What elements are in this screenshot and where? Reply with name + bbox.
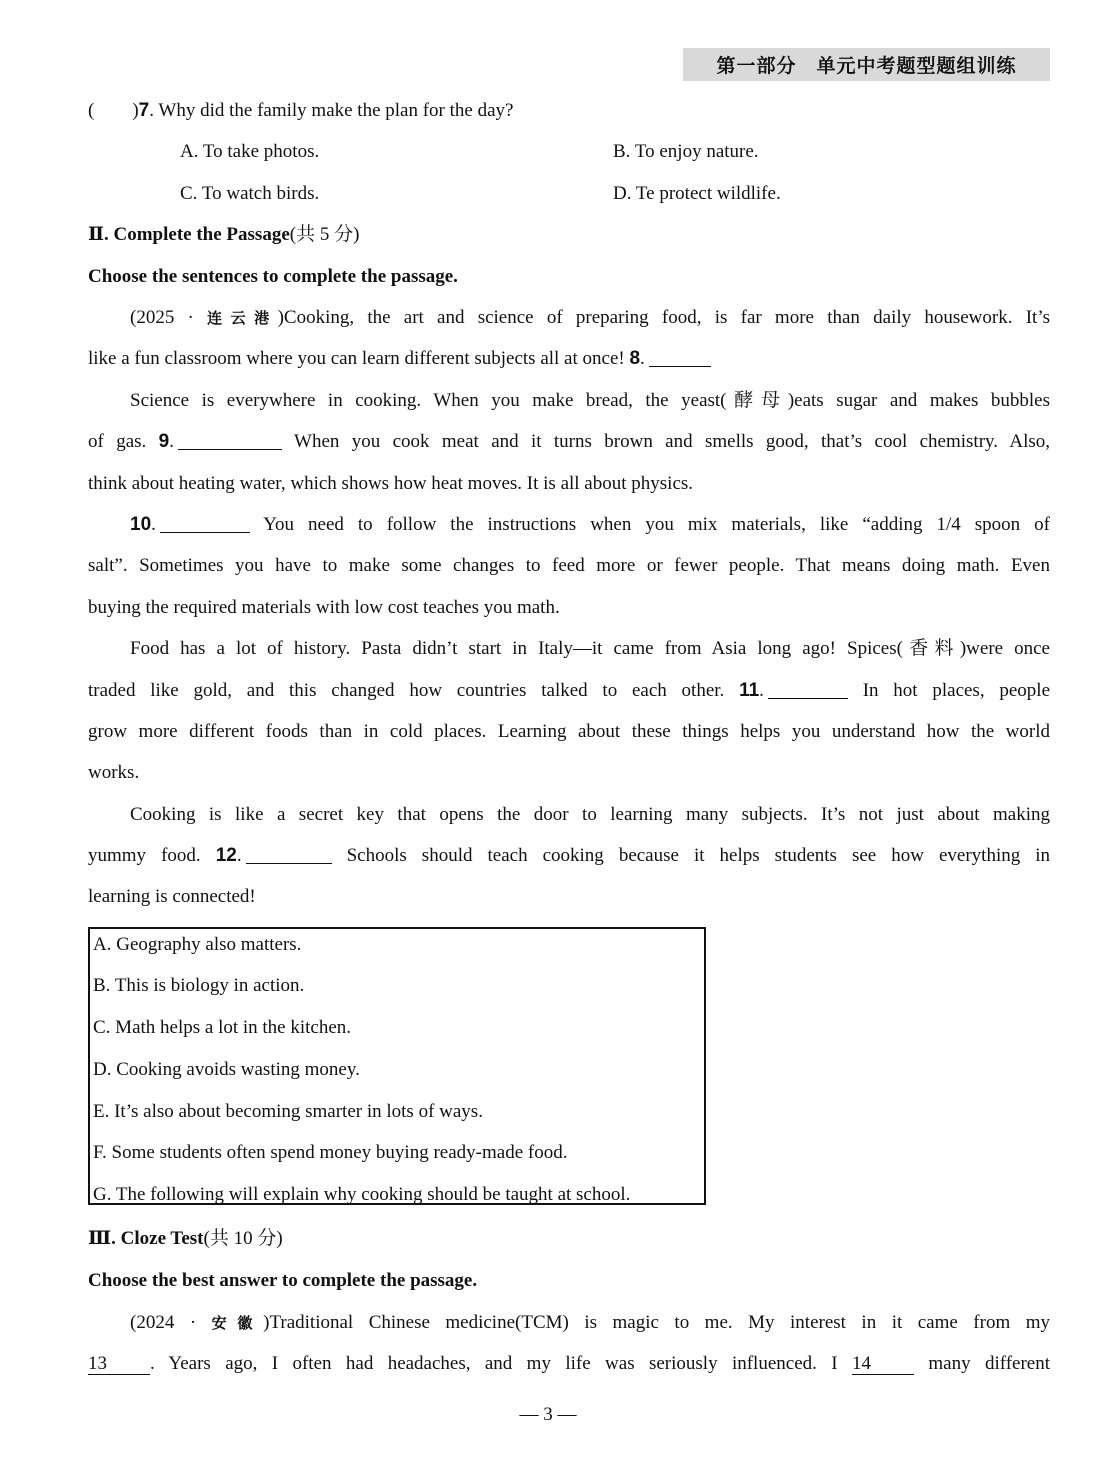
section-2-instruction: Choose the sentences to complete the passage. — [88, 266, 458, 287]
blank-number: 9 — [158, 431, 170, 452]
passage-line: grow more different foods than in cold places. Learning about these things helps you understand how the world — [88, 721, 1050, 742]
passage-line: of gas. 9. When you cook meat and it turns brown and smells good, that’s cool chemistry. Also, — [88, 431, 1051, 452]
passage-line: (2025 · 连云港)Cooking, the art and science of preparing food, is far more than daily housework. It’s — [130, 307, 1050, 328]
section-2-title — [88, 223, 1050, 247]
section-title: Ⅱ. Complete the Passage — [88, 224, 290, 245]
page-number: — 3 — — [519, 1404, 577, 1425]
question-text: . Why did the family make the plan for the day? — [149, 100, 514, 121]
blank-number: 11 — [739, 680, 760, 701]
choice-e: E. It’s also about becoming smarter in lots of ways. — [93, 1101, 483, 1122]
passage-line: (2024 · 安徽)Traditional Chinese medicine(TCM) is magic to me. My interest in it came from my — [130, 1312, 1051, 1333]
passage-line: Science is everywhere in cooking. When you make bread, the yeast(酵母)eats sugar and makes bubbles — [130, 390, 1050, 411]
choice-b: B. This is biology in action. — [93, 975, 305, 996]
section-score: (共 5 分) — [289, 224, 360, 245]
choice-f: F. Some students often spend money buying ready-made food. — [93, 1142, 568, 1163]
blank-number: 12 — [215, 845, 237, 866]
choice-d: D. Cooking avoids wasting money. — [93, 1059, 360, 1080]
choice-c: C. Math helps a lot in the kitchen. — [93, 1017, 352, 1038]
cloze-blank: 13 — [88, 1354, 150, 1375]
section-header: 第一部分 单元中考题型题组训练 — [683, 48, 1050, 81]
cloze-blank: 14 — [852, 1354, 914, 1375]
section-3-instruction: Choose the best answer to complete the passage. — [88, 1270, 478, 1291]
option-a: A. To take photos. — [180, 141, 320, 162]
passage-line: 10. You need to follow the instructions when you mix materials, like “adding 1/4 spoon of — [130, 514, 1050, 535]
answer-blank — [649, 348, 711, 367]
passage-line: think about heating water, which shows how heat moves. It is all about physics. — [88, 473, 694, 494]
section-3-title — [88, 1227, 1050, 1251]
passage-line: salt”. Sometimes you have to make some changes to feed more or fewer people. That means doing math. Even — [88, 555, 1050, 576]
choice-g: G. The following will explain why cooking should be taught at school. — [93, 1184, 631, 1205]
option-d: D. Te protect wildlife. — [613, 183, 781, 204]
source-tag: (2024 · 安徽) — [130, 1312, 270, 1333]
answer-blank — [160, 514, 250, 533]
option-c: C. To watch birds. — [180, 183, 320, 204]
blank-number: 10 — [130, 514, 152, 535]
section-score: (共 10 分) — [203, 1228, 283, 1249]
answer-blank — [768, 680, 848, 699]
option-b: B. To enjoy nature. — [613, 141, 759, 162]
answer-blank — [246, 845, 332, 864]
passage-line: buying the required materials with low cost teaches you math. — [88, 597, 560, 618]
choices-box — [88, 927, 706, 1205]
passage-line: works. — [88, 762, 140, 783]
section-title: Ⅲ. Cloze Test — [88, 1228, 204, 1249]
passage-line: Cooking is like a secret key that opens the door to learning many subjects. It’s not just about making — [130, 804, 1050, 825]
passage-line: 13 . Years ago, I often had headaches, and my life was seriously influenced. I 14 many different — [88, 1353, 1051, 1374]
blank-number: 8 — [629, 348, 641, 369]
answer-bracket: ( ) — [88, 100, 139, 121]
choice-a: A. Geography also matters. — [93, 934, 302, 955]
passage-line: traded like gold, and this changed how countries talked to each other. 11. In hot places, people — [88, 680, 1050, 701]
question-7 — [88, 99, 1050, 123]
source-tag: (2025 · 连云港) — [130, 307, 284, 328]
question-number: 7 — [138, 100, 150, 121]
answer-blank — [178, 431, 282, 450]
passage-line: yummy food. 12. Schools should teach cooking because it helps students see how everything in — [88, 845, 1051, 866]
passage-line: learning is connected! — [88, 886, 256, 907]
passage-line: Food has a lot of history. Pasta didn’t start in Italy—it came from Asia long ago! Spices(香料)were once — [130, 638, 1050, 659]
passage-line: like a fun classroom where you can learn different subjects all at once! 8. — [88, 347, 1050, 371]
